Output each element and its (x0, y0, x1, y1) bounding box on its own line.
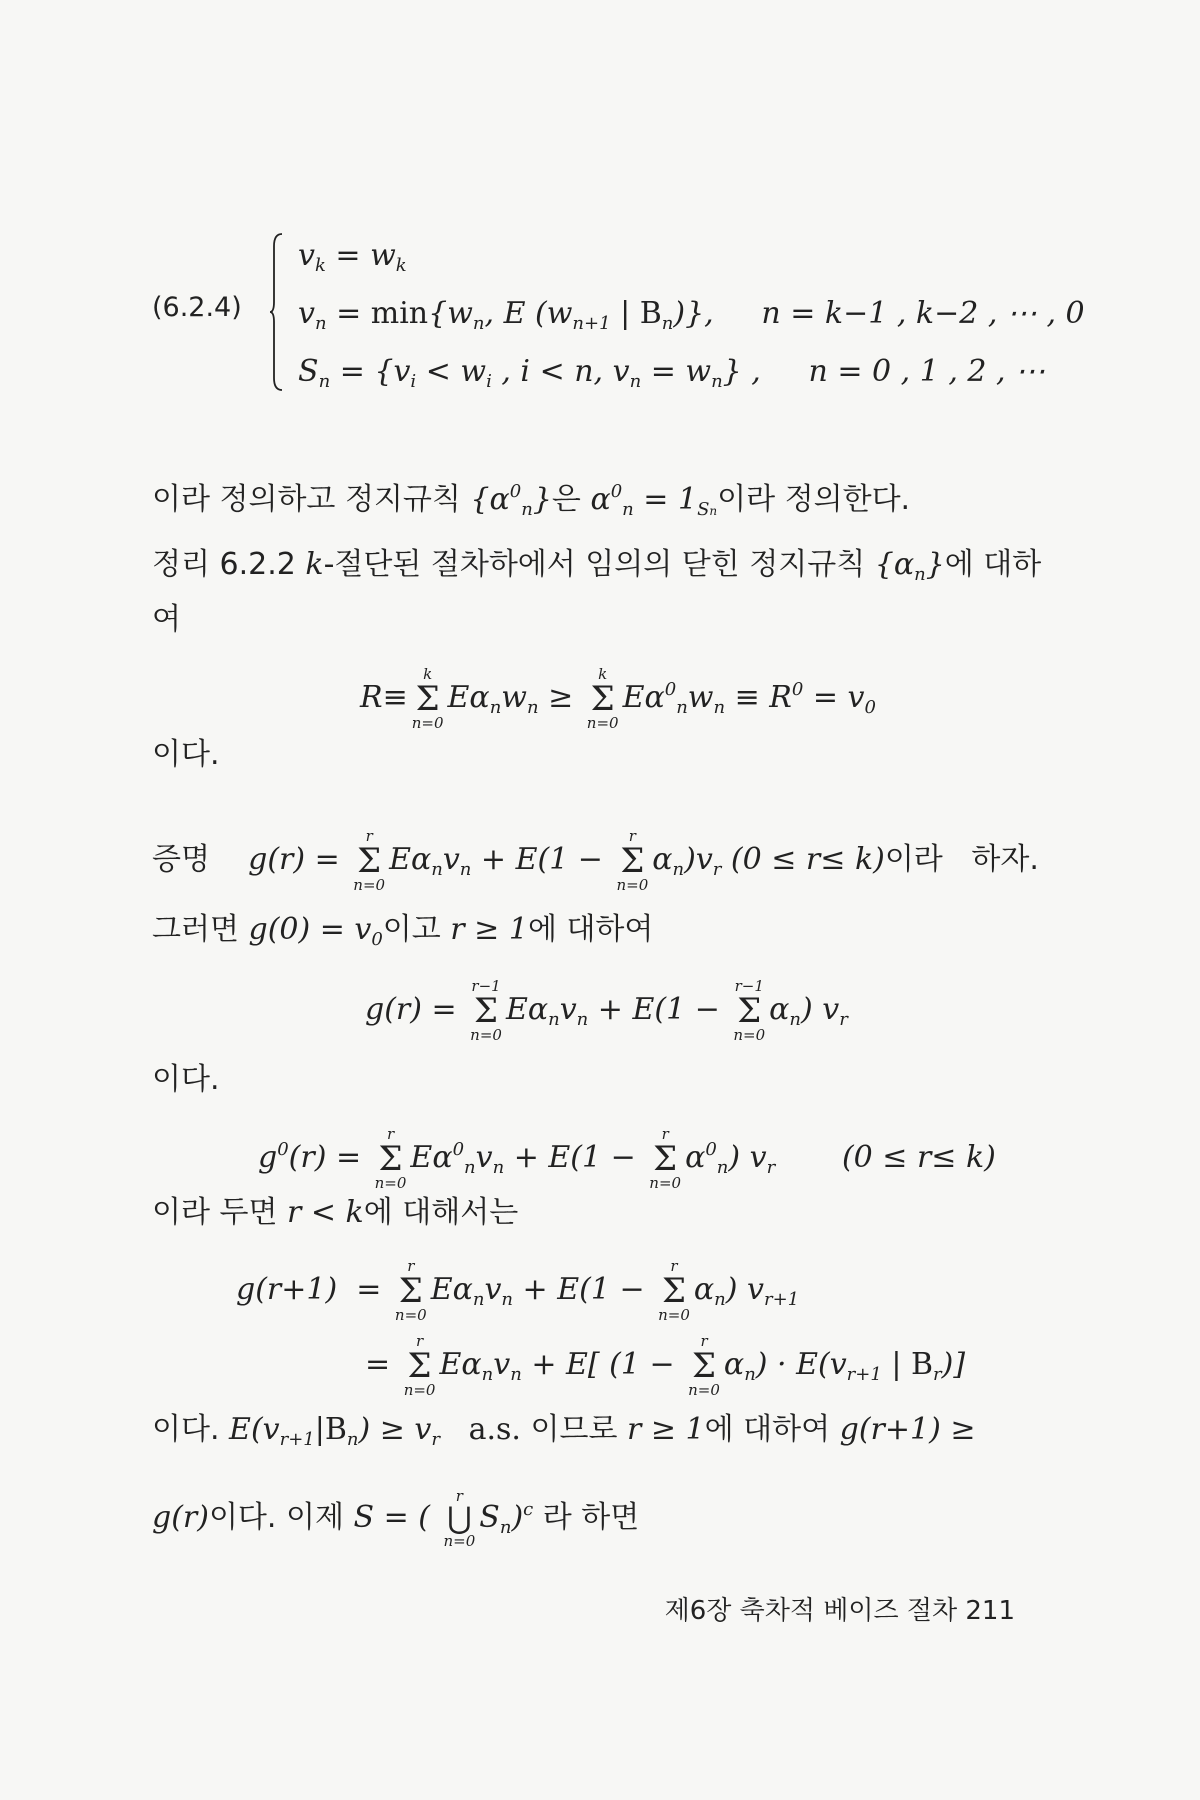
proof-line-4: 이다. $E(v_{r+1}|B_n) \ge v_r$ a.s. 이므로 r ≥ 1에 대하여 g(r+1) ≥ (152, 1412, 976, 1450)
proof-line-3: 이라 두면 r < k에 대해서는 (152, 1195, 519, 1230)
proof-equation-3: $g^0(r)$ = r Σ n=0 $E\alpha^0_nv_n + E(1$ − r Σ n=0 $\alpha^0_n$) $v_r$ (0 ≤ r≤ k) (258, 1125, 996, 1192)
proof-equation-4b: = r Σ n=0 $E\alpha_nv_n + E$[ (1 − r Σ n=0 $\alpha_n) \cdot E(v_{r+1}$ | $B_r$)] (365, 1332, 966, 1399)
proof-equation-4a: g(r+1) = r Σ n=0 $E\alpha_nv_n + E(1$ − r Σ n=0 $\alpha_n$) $v_{r+1}$ (236, 1257, 800, 1324)
proof-equation-2: g(r) = r−1 Σ n=0 $E\alpha_nv_n + E(1$ − r−1 Σ n=0 $\alpha_n$) $v_r$ (365, 977, 848, 1044)
proof-line-2: 그러면 $g(0) = v_0$이고 r ≥ 1에 대하여 (152, 912, 654, 950)
proof-end-2: 이다. (152, 1062, 220, 1097)
proof-line-1: 증명 g(r) = r Σ n=0 $E\alpha_nv_n + E(1$ − r Σ n=0 $\alpha_n)v_r$ (0 ≤ r≤ k)이라 하자. (152, 827, 1039, 894)
theorem-statement: 정리 6.2.2 k-절단된 절차하에서 임의의 닫힌 정지규칙 $\{\alpha_n\}$에 대하 (152, 547, 1042, 585)
theorem-statement-cont: 여 (152, 602, 181, 637)
system-line-1: $v_k = w_k$ (298, 238, 407, 276)
definition-text: 이라 정의하고 정지규칙 $\{\alpha^0_n\}$은 $\alpha^0_n = 1_{Sn}$이라 정의한다. (152, 481, 911, 520)
system-line-3: $S_n = \{v_i < w_i$ , i < n, $v_n = w_n$} , n = 0 , 1 , 2 , ⋯ (298, 354, 1046, 392)
equation-number: (6.2.4) (152, 292, 242, 323)
page-footer: 제6장 축차적 베이즈 절차 211 (664, 1596, 1015, 1626)
theorem-label: 정리 6.2.2 (152, 547, 306, 582)
theorem-end: 이다. (152, 737, 220, 772)
proof-line-5: g(r)이다. 이제 S = ( r ⋃ n=0 $S_n)^c$ 라 하면 (152, 1487, 640, 1550)
theorem-equation: R≡ k Σ n=0 $E\alpha_nw_n$ ≥ k Σ n=0 $E\alpha^0_nw_n \equiv R^0 = v_0$ (360, 665, 876, 732)
system-line-2: $v_n = \min\{w_n$, E ($w_{n+1}$ | $B_n$)}, n = k−1 , k−2 , ⋯ , 0 (298, 296, 1085, 334)
left-brace (270, 232, 284, 392)
proof-label: 증명 (152, 842, 210, 877)
